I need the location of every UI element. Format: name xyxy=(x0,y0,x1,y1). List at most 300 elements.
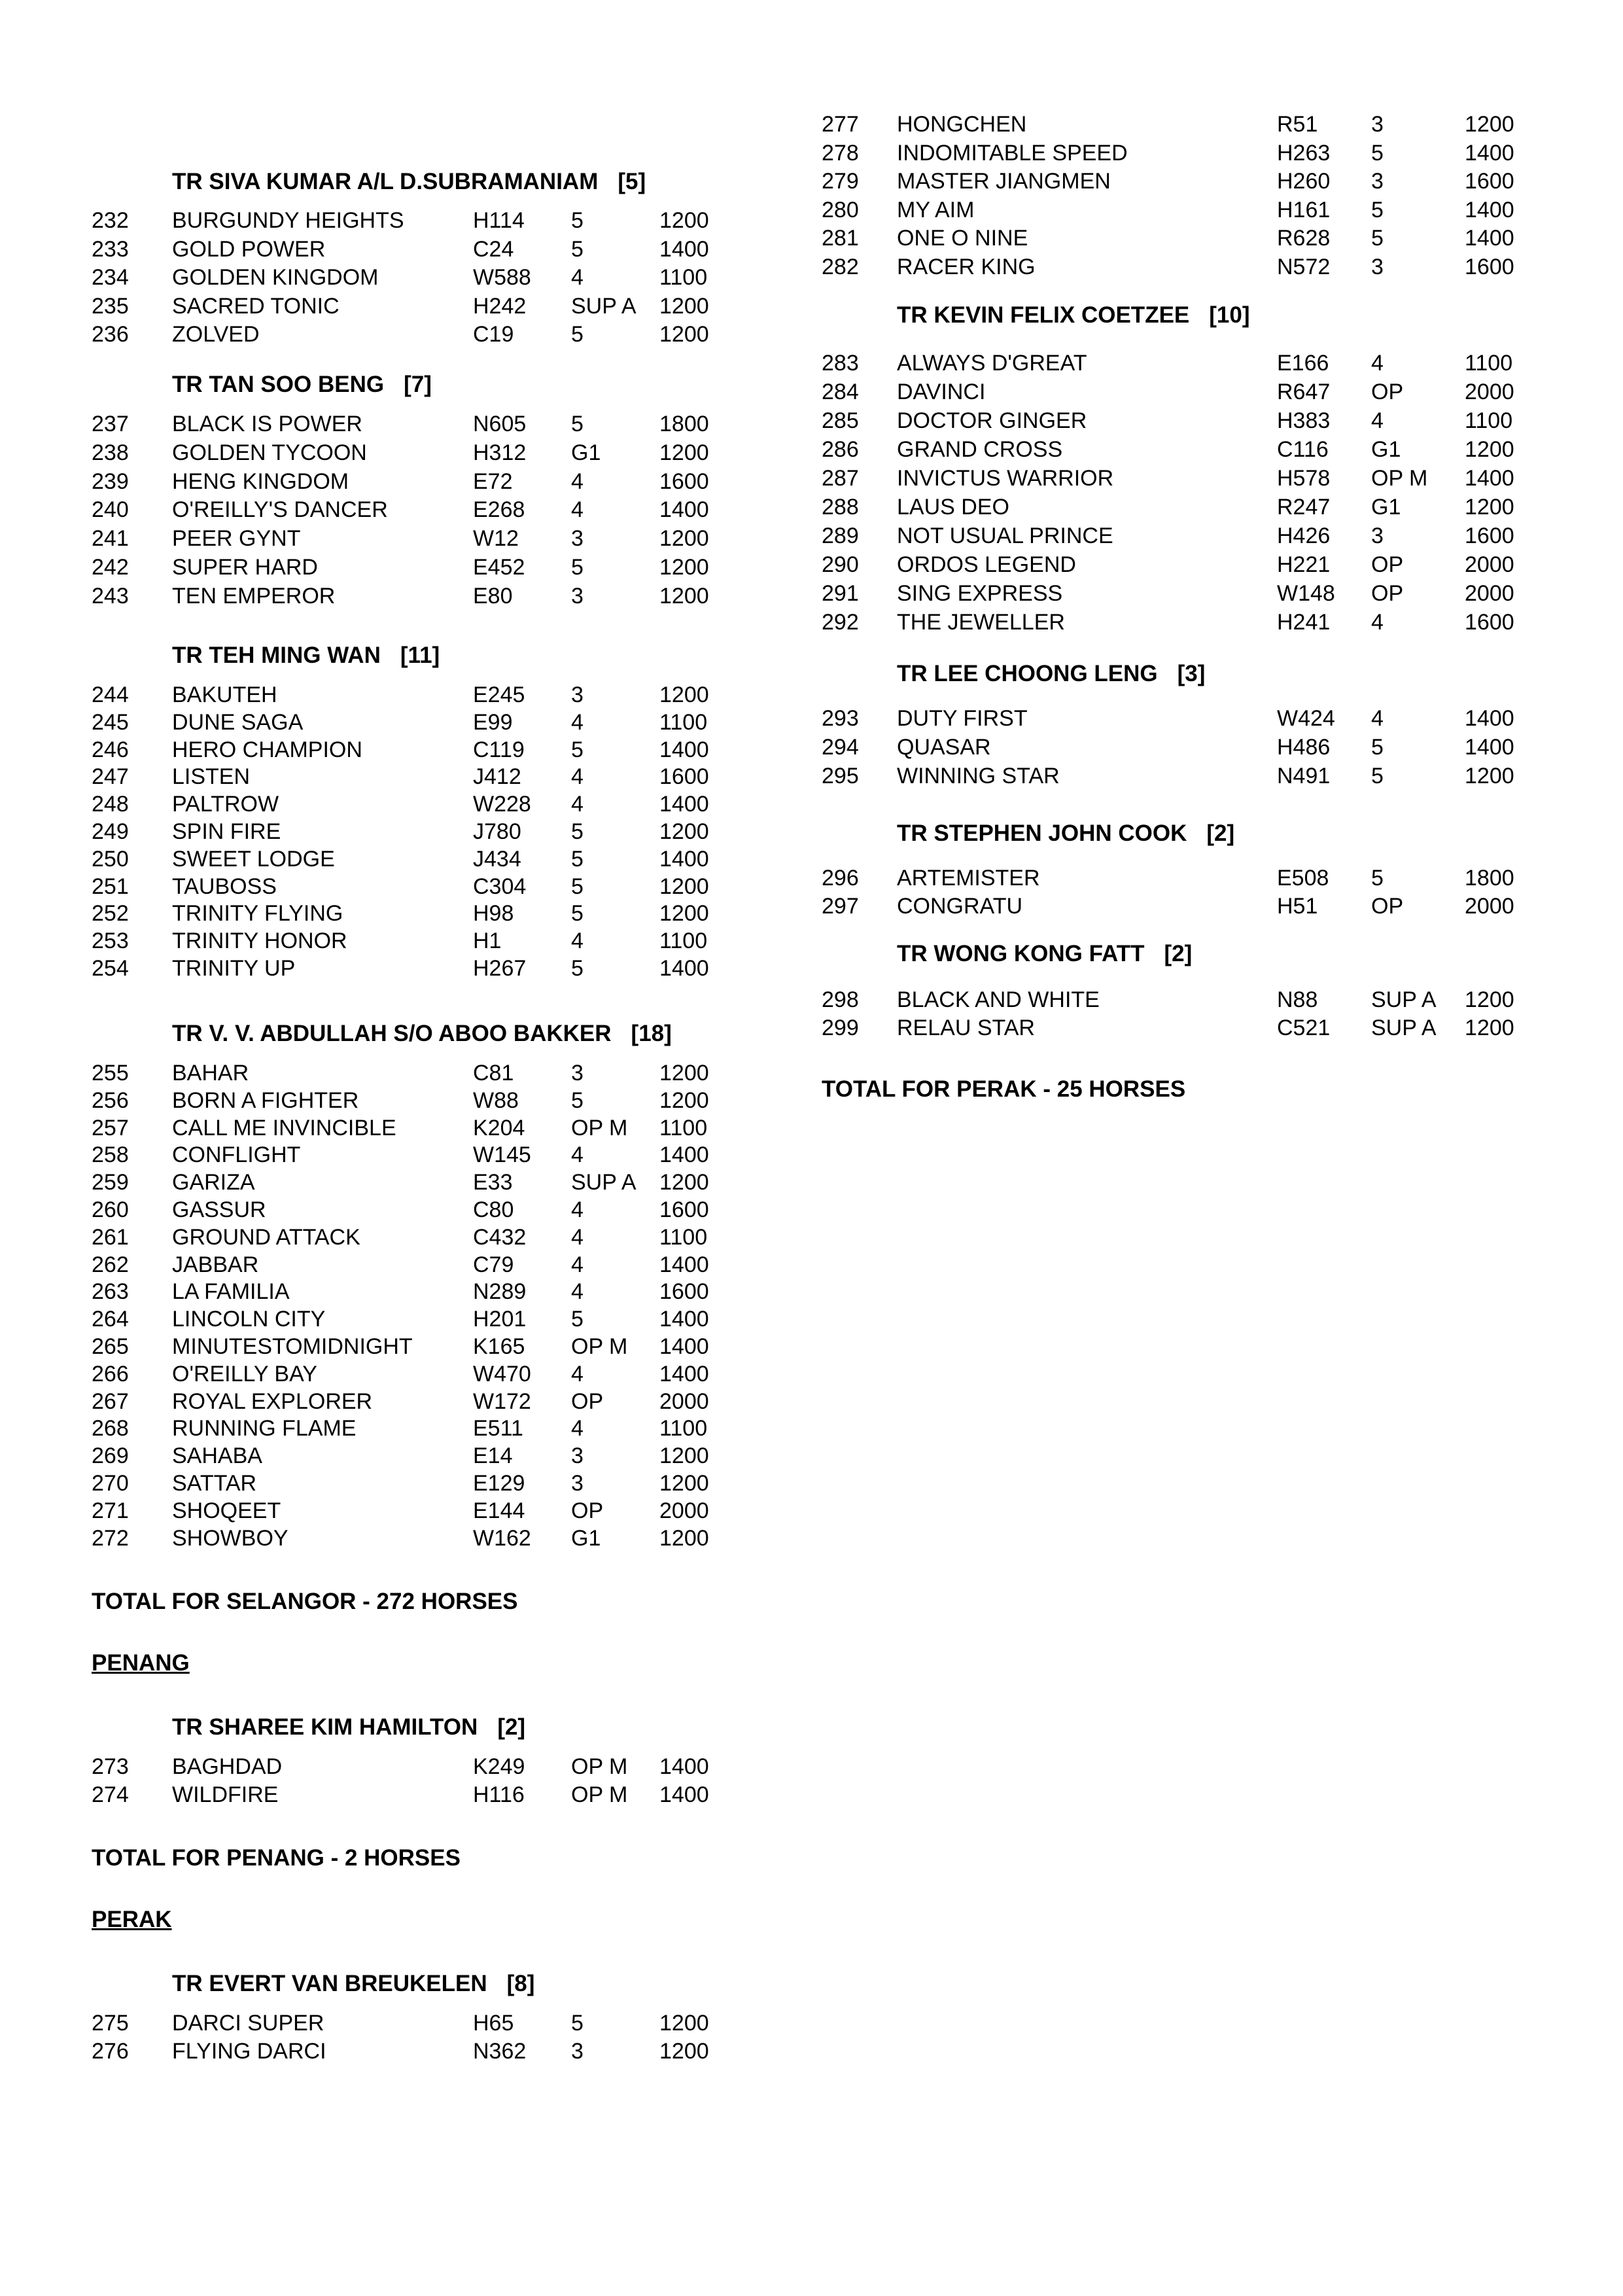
horse-code: C79 xyxy=(473,1252,514,1277)
entry-number: 294 xyxy=(822,735,859,760)
rating: 5 xyxy=(571,1307,584,1332)
entry-number: 252 xyxy=(92,901,129,927)
horse-name: ALWAYS D'GREAT xyxy=(897,351,1087,376)
rating: 4 xyxy=(571,1416,584,1441)
horse-name: MASTER JIANGMEN xyxy=(897,169,1111,194)
horse-name: NOT USUAL PRINCE xyxy=(897,523,1113,548)
trainer-name: TR SIVA KUMAR A/L D.SUBRAMANIAM xyxy=(172,169,599,194)
horse-name: HENG KINGDOM xyxy=(172,468,349,494)
distance: 1400 xyxy=(659,792,709,817)
entry-number: 232 xyxy=(92,208,129,233)
horse-name: RUNNING FLAME xyxy=(172,1416,357,1441)
rating: G1 xyxy=(571,1525,601,1551)
horse-code: E33 xyxy=(473,1170,513,1195)
trainer-count: [2] xyxy=(1206,821,1235,846)
rating: 4 xyxy=(1371,706,1384,731)
distance: 1400 xyxy=(1465,140,1514,166)
distance: 1200 xyxy=(659,583,709,609)
horse-name: LAUS DEO xyxy=(897,495,1009,520)
rating: SUP A xyxy=(571,293,637,319)
rating: 3 xyxy=(1371,523,1384,548)
rating: G1 xyxy=(1371,495,1401,520)
horse-code: C521 xyxy=(1277,1016,1331,1040)
horse-name: BAKUTEH xyxy=(172,682,277,707)
region-heading: PERAK xyxy=(92,1907,172,1932)
horse-name: GARIZA xyxy=(172,1170,255,1195)
distance: 1100 xyxy=(659,265,708,290)
rating: SUP A xyxy=(571,1170,637,1195)
rating: 5 xyxy=(571,2011,584,2036)
horse-name: O'REILLY BAY xyxy=(172,1361,317,1386)
entry-number: 264 xyxy=(92,1307,129,1332)
rating: 5 xyxy=(1371,226,1384,251)
distance: 1200 xyxy=(659,322,709,347)
entry-number: 238 xyxy=(92,440,129,465)
entry-number: 296 xyxy=(822,866,859,891)
rating: 5 xyxy=(571,322,584,347)
distance: 1200 xyxy=(1465,112,1514,137)
rating: 4 xyxy=(571,1279,584,1305)
entry-number: 269 xyxy=(92,1443,129,1469)
entry-number: 244 xyxy=(92,682,129,707)
trainer-count: [8] xyxy=(506,1971,535,1996)
horse-name: QUASAR xyxy=(897,735,991,760)
horse-name: WINNING STAR xyxy=(897,764,1060,788)
horse-code: H267 xyxy=(473,956,527,981)
horse-name: INDOMITABLE SPEED xyxy=(897,140,1128,166)
horse-code: K165 xyxy=(473,1334,525,1359)
distance: 1600 xyxy=(1465,523,1514,548)
entry-number: 268 xyxy=(92,1416,129,1441)
trainer-count: [7] xyxy=(404,372,432,397)
trainer-heading xyxy=(172,1971,534,1997)
distance: 1400 xyxy=(659,737,709,762)
distance: 1200 xyxy=(659,2038,709,2064)
horse-code: C19 xyxy=(473,322,514,347)
entry-number: 254 xyxy=(92,956,129,981)
rating: 3 xyxy=(571,583,584,609)
trainer-count: [18] xyxy=(631,1021,672,1046)
horse-name: TRINITY UP xyxy=(172,956,296,981)
distance: 1200 xyxy=(659,874,709,899)
entry-number: 259 xyxy=(92,1170,129,1195)
horse-name: PALTROW xyxy=(172,792,279,817)
entry-number: 291 xyxy=(822,581,859,606)
entry-number: 243 xyxy=(92,583,129,609)
horse-name: SWEET LODGE xyxy=(172,846,335,872)
entry-number: 289 xyxy=(822,523,859,548)
region-heading: PENANG xyxy=(92,1650,190,1676)
distance: 1200 xyxy=(659,440,709,465)
entry-number: 275 xyxy=(92,2011,129,2036)
horse-name: SING EXPRESS xyxy=(897,581,1063,606)
horse-name: SHOWBOY xyxy=(172,1525,288,1551)
distance: 1600 xyxy=(1465,169,1514,194)
distance: 1200 xyxy=(659,208,709,233)
trainer-heading xyxy=(897,941,1192,967)
horse-name: DUTY FIRST xyxy=(897,706,1028,731)
horse-code: E129 xyxy=(473,1471,525,1496)
horse-name: RACER KING xyxy=(897,254,1036,279)
rating: 4 xyxy=(571,468,584,494)
entry-number: 297 xyxy=(822,893,859,919)
distance: 1600 xyxy=(1465,610,1514,635)
horse-name: SUPER HARD xyxy=(172,555,318,580)
distance: 1600 xyxy=(659,1279,709,1305)
rating: 4 xyxy=(571,1197,584,1222)
trainer-name: TR STEPHEN JOHN COOK xyxy=(897,821,1187,846)
entry-number: 287 xyxy=(822,466,859,491)
distance: 1200 xyxy=(659,1061,709,1086)
horse-code: H426 xyxy=(1277,523,1331,548)
horse-code: E99 xyxy=(473,709,513,735)
distance: 1200 xyxy=(659,555,709,580)
distance: 1400 xyxy=(659,1334,709,1359)
distance: 1400 xyxy=(659,1142,709,1168)
entry-number: 283 xyxy=(822,351,859,376)
distance: 1100 xyxy=(1465,408,1513,433)
entry-number: 236 xyxy=(92,322,129,347)
distance: 1200 xyxy=(1465,764,1514,788)
horse-name: SATTAR xyxy=(172,1471,257,1496)
distance: 1800 xyxy=(659,412,709,436)
distance: 1400 xyxy=(659,236,709,262)
distance: 2000 xyxy=(659,1388,709,1414)
horse-name: CALL ME INVINCIBLE xyxy=(172,1115,396,1140)
entry-number: 250 xyxy=(92,846,129,872)
distance: 1100 xyxy=(659,928,708,954)
rating: OP xyxy=(571,1388,604,1414)
horse-name: RELAU STAR xyxy=(897,1016,1035,1040)
rating: 3 xyxy=(571,1471,584,1496)
horse-code: C432 xyxy=(473,1224,527,1250)
entry-number: 237 xyxy=(92,412,129,436)
distance: 1200 xyxy=(1465,437,1514,462)
horse-name: ZOLVED xyxy=(172,322,260,347)
distance: 1200 xyxy=(1465,987,1514,1012)
horse-code: E166 xyxy=(1277,351,1329,376)
entry-number: 295 xyxy=(822,764,859,788)
horse-code: E268 xyxy=(473,497,525,523)
trainer-count: [2] xyxy=(1164,941,1193,966)
rating: 4 xyxy=(571,1252,584,1277)
entry-number: 290 xyxy=(822,552,859,577)
distance: 2000 xyxy=(1465,893,1514,919)
horse-name: O'REILLY'S DANCER xyxy=(172,497,388,523)
trainer-heading xyxy=(172,372,432,398)
horse-name: GRAND CROSS xyxy=(897,437,1063,462)
rating: OP M xyxy=(571,1782,628,1807)
horse-code: H51 xyxy=(1277,893,1318,919)
horse-code: E72 xyxy=(473,468,513,494)
trainer-count: [3] xyxy=(1177,661,1206,686)
horse-code: W148 xyxy=(1277,581,1335,606)
horse-code: N491 xyxy=(1277,764,1331,788)
rating: 4 xyxy=(571,1142,584,1168)
entry-number: 234 xyxy=(92,265,129,290)
distance: 1200 xyxy=(659,1525,709,1551)
horse-code: N289 xyxy=(473,1279,527,1305)
rating: 5 xyxy=(571,1087,584,1113)
distance: 1200 xyxy=(659,682,709,707)
horse-name: FLYING DARCI xyxy=(172,2038,326,2064)
horse-name: DUNE SAGA xyxy=(172,709,304,735)
horse-name: SACRED TONIC xyxy=(172,293,340,319)
entry-number: 280 xyxy=(822,197,859,222)
rating: OP xyxy=(1371,581,1404,606)
horse-name: BLACK IS POWER xyxy=(172,412,362,436)
horse-code: W424 xyxy=(1277,706,1335,731)
trainer-name: TR LEE CHOONG LENG xyxy=(897,661,1158,686)
rating: 4 xyxy=(571,1361,584,1386)
horse-code: N605 xyxy=(473,412,527,436)
rating: 4 xyxy=(571,265,584,290)
rating: OP xyxy=(1371,380,1404,404)
distance: 1400 xyxy=(659,1307,709,1332)
entry-number: 262 xyxy=(92,1252,129,1277)
entry-number: 246 xyxy=(92,737,129,762)
horse-code: E144 xyxy=(473,1498,525,1523)
entry-number: 265 xyxy=(92,1334,129,1359)
horse-code: C24 xyxy=(473,236,514,262)
horse-code: W88 xyxy=(473,1087,519,1113)
entry-number: 299 xyxy=(822,1016,859,1040)
entry-number: 235 xyxy=(92,293,129,319)
distance: 1400 xyxy=(659,1782,709,1807)
trainer-count: [10] xyxy=(1209,302,1250,328)
horse-code: W588 xyxy=(473,265,531,290)
horse-code: H242 xyxy=(473,293,527,319)
distance: 1600 xyxy=(659,468,709,494)
horse-code: H263 xyxy=(1277,140,1331,166)
horse-code: H65 xyxy=(473,2011,514,2036)
distance: 1200 xyxy=(659,1087,709,1113)
distance: 1400 xyxy=(659,1361,709,1386)
rating: 4 xyxy=(571,764,584,790)
horse-name: TEN EMPEROR xyxy=(172,583,336,609)
distance: 1100 xyxy=(659,1115,708,1140)
horse-code: W172 xyxy=(473,1388,531,1414)
horse-name: GOLD POWER xyxy=(172,236,326,262)
entry-number: 270 xyxy=(92,1471,129,1496)
horse-name: SPIN FIRE xyxy=(172,819,281,844)
trainer-name: TR WONG KONG FATT xyxy=(897,941,1145,966)
horse-name: TRINITY HONOR xyxy=(172,928,347,954)
rating: 5 xyxy=(1371,140,1384,166)
horse-code: E452 xyxy=(473,555,525,580)
distance: 1200 xyxy=(659,1443,709,1469)
entry-number: 267 xyxy=(92,1388,129,1414)
entry-number: 233 xyxy=(92,236,129,262)
horse-code: C304 xyxy=(473,874,527,899)
horse-name: BURGUNDY HEIGHTS xyxy=(172,208,404,233)
rating: OP M xyxy=(571,1115,628,1140)
rating: 5 xyxy=(571,956,584,981)
horse-code: W12 xyxy=(473,526,519,552)
horse-name: TAUBOSS xyxy=(172,874,277,899)
rating: G1 xyxy=(571,440,601,465)
distance: 1400 xyxy=(1465,706,1514,731)
distance: 1200 xyxy=(659,2011,709,2036)
distance: 1600 xyxy=(659,1197,709,1222)
distance: 2000 xyxy=(1465,380,1514,404)
entry-number: 282 xyxy=(822,254,859,279)
trainer-heading xyxy=(897,302,1250,328)
rating: SUP A xyxy=(1371,1016,1437,1040)
horse-name: MY AIM xyxy=(897,197,975,222)
rating: 5 xyxy=(1371,866,1384,891)
rating: 3 xyxy=(571,1061,584,1086)
horse-code: R628 xyxy=(1277,226,1331,251)
region-total: TOTAL FOR PERAK - 25 HORSES xyxy=(822,1076,1186,1102)
horse-name: HERO CHAMPION xyxy=(172,737,362,762)
distance: 2000 xyxy=(1465,581,1514,606)
entry-number: 260 xyxy=(92,1197,129,1222)
horse-code: H486 xyxy=(1277,735,1331,760)
rating: 5 xyxy=(571,846,584,872)
horse-name: BLACK AND WHITE xyxy=(897,987,1100,1012)
horse-code: H260 xyxy=(1277,169,1331,194)
entry-number: 242 xyxy=(92,555,129,580)
entry-number: 278 xyxy=(822,140,859,166)
horse-name: DOCTOR GINGER xyxy=(897,408,1087,433)
horse-code: H114 xyxy=(473,208,525,233)
rating: 3 xyxy=(571,2038,584,2064)
horse-code: H221 xyxy=(1277,552,1331,577)
distance: 1400 xyxy=(1465,735,1514,760)
distance: 1200 xyxy=(659,901,709,927)
distance: 1200 xyxy=(1465,1016,1514,1040)
rating: SUP A xyxy=(1371,987,1437,1012)
rating: 5 xyxy=(571,236,584,262)
horse-code: H116 xyxy=(473,1782,525,1807)
trainer-count: [5] xyxy=(618,169,646,194)
entry-number: 255 xyxy=(92,1061,129,1086)
horse-name: GROUND ATTACK xyxy=(172,1224,360,1250)
rating: 5 xyxy=(1371,197,1384,222)
horse-name: SAHABA xyxy=(172,1443,262,1469)
distance: 1200 xyxy=(659,819,709,844)
entry-number: 266 xyxy=(92,1361,129,1386)
rating: OP M xyxy=(1371,466,1428,491)
trainer-heading xyxy=(897,821,1234,847)
rating: G1 xyxy=(1371,437,1401,462)
entry-number: 258 xyxy=(92,1142,129,1168)
trainer-name: TR TEH MING WAN xyxy=(172,643,381,668)
rating: 5 xyxy=(1371,735,1384,760)
horse-code: K204 xyxy=(473,1115,525,1140)
horse-name: SHOQEET xyxy=(172,1498,281,1523)
distance: 2000 xyxy=(659,1498,709,1523)
horse-name: TRINITY FLYING xyxy=(172,901,343,927)
horse-code: E14 xyxy=(473,1443,513,1469)
region-total: TOTAL FOR SELANGOR - 272 HORSES xyxy=(92,1589,518,1614)
entry-number: 285 xyxy=(822,408,859,433)
rating: 4 xyxy=(1371,610,1384,635)
horse-code: J434 xyxy=(473,846,521,872)
horse-code: R647 xyxy=(1277,380,1331,404)
distance: 1400 xyxy=(1465,226,1514,251)
distance: 1600 xyxy=(659,764,709,790)
entry-number: 288 xyxy=(822,495,859,520)
rating: OP xyxy=(571,1498,604,1523)
entry-number: 257 xyxy=(92,1115,129,1140)
rating: 4 xyxy=(571,1224,584,1250)
horse-name: MINUTESTOMIDNIGHT xyxy=(172,1334,413,1359)
horse-code: R51 xyxy=(1277,112,1318,137)
horse-code: E245 xyxy=(473,682,525,707)
distance: 1200 xyxy=(659,1170,709,1195)
entry-number: 249 xyxy=(92,819,129,844)
rating: 5 xyxy=(571,901,584,927)
horse-name: ARTEMISTER xyxy=(897,866,1040,891)
entry-number: 253 xyxy=(92,928,129,954)
rating: 3 xyxy=(1371,112,1384,137)
rating: 3 xyxy=(571,1443,584,1469)
rating: 4 xyxy=(571,497,584,523)
horse-code: J780 xyxy=(473,819,521,844)
rating: OP M xyxy=(571,1334,628,1359)
distance: 1200 xyxy=(1465,495,1514,520)
horse-code: H312 xyxy=(473,440,527,465)
entry-number: 261 xyxy=(92,1224,129,1250)
entry-number: 248 xyxy=(92,792,129,817)
entry-number: 239 xyxy=(92,468,129,494)
distance: 1200 xyxy=(659,526,709,552)
distance: 1100 xyxy=(659,1416,708,1441)
horse-name: GASSUR xyxy=(172,1197,266,1222)
entry-number: 276 xyxy=(92,2038,129,2064)
distance: 1200 xyxy=(659,293,709,319)
horse-name: BAGHDAD xyxy=(172,1754,283,1779)
entry-number: 279 xyxy=(822,169,859,194)
horse-code: C80 xyxy=(473,1197,514,1222)
rating: 4 xyxy=(1371,408,1384,433)
horse-name: LA FAMILIA xyxy=(172,1279,290,1305)
horse-name: CONGRATU xyxy=(897,893,1023,919)
horse-code: C116 xyxy=(1277,437,1329,462)
distance: 2000 xyxy=(1465,552,1514,577)
entry-number: 272 xyxy=(92,1525,129,1551)
horse-code: H161 xyxy=(1277,197,1331,222)
horse-name: BORN A FIGHTER xyxy=(172,1087,359,1113)
horse-name: INVICTUS WARRIOR xyxy=(897,466,1114,491)
rating: 5 xyxy=(1371,764,1384,788)
trainer-heading xyxy=(172,1021,672,1047)
distance: 1400 xyxy=(1465,466,1514,491)
rating: 5 xyxy=(571,412,584,436)
horse-code: H98 xyxy=(473,901,514,927)
rating: 4 xyxy=(1371,351,1384,376)
horse-name: THE JEWELLER xyxy=(897,610,1065,635)
entry-number: 274 xyxy=(92,1782,129,1807)
entry-number: 245 xyxy=(92,709,129,735)
horse-name: HONGCHEN xyxy=(897,112,1027,137)
distance: 1400 xyxy=(659,497,709,523)
horse-name: GOLDEN TYCOON xyxy=(172,440,367,465)
trainer-name: TR TAN SOO BENG xyxy=(172,372,385,397)
rating: 3 xyxy=(571,682,584,707)
region-total: TOTAL FOR PENANG - 2 HORSES xyxy=(92,1845,461,1871)
horse-code: R247 xyxy=(1277,495,1331,520)
horse-code: N362 xyxy=(473,2038,527,2064)
entry-number: 263 xyxy=(92,1279,129,1305)
horse-name: LINCOLN CITY xyxy=(172,1307,326,1332)
trainer-count: [2] xyxy=(497,1714,526,1740)
distance: 1100 xyxy=(659,709,708,735)
horse-code: E508 xyxy=(1277,866,1329,891)
horse-name: ONE O NINE xyxy=(897,226,1028,251)
